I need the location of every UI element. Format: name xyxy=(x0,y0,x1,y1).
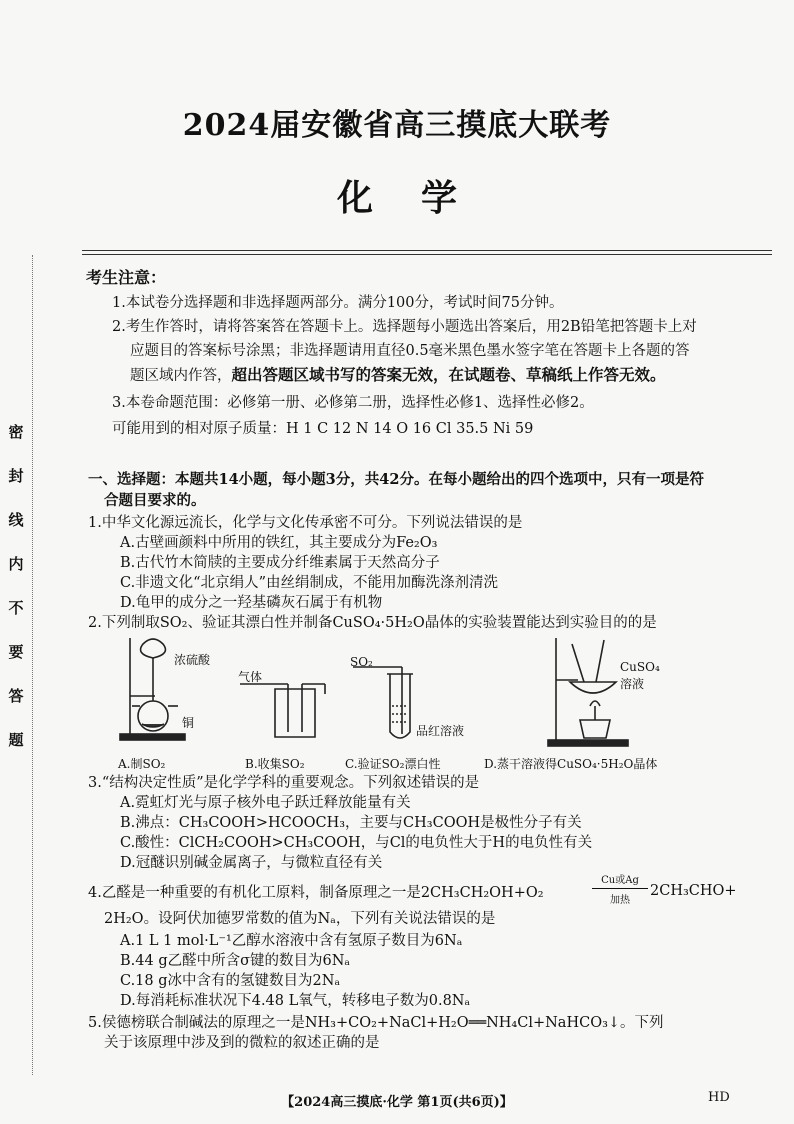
notice-heading: 考生注意： xyxy=(86,268,167,287)
label-gas: 气体 xyxy=(238,670,263,684)
q4-stem-cont: 2H₂O。设阿伏加德罗常数的值为Nₐ，下列有关说法错误的是 xyxy=(104,911,496,927)
notice-item-3: 3.本卷命题范围：必修第一册、必修第二册，选择性必修1、选择性必修2。 xyxy=(112,395,594,411)
q1-option-b: B.古代竹木简牍的主要成分纤维素属于天然高分子 xyxy=(120,555,440,571)
seal-char: 封 xyxy=(8,467,24,485)
apparatus-a-base xyxy=(120,734,185,740)
caption-d: D.蒸干溶液得CuSO₄·5H₂O晶体 xyxy=(484,757,658,771)
q3-option-d: D.冠醚识别碱金属离子，与微粒直径有关 xyxy=(120,855,383,871)
q1-option-d: D.龟甲的成分之一羟基磷灰石属于有机物 xyxy=(120,595,383,611)
q4-arrow-top: Cu或Ag xyxy=(601,875,639,886)
caption-a: A.制SO₂ xyxy=(118,757,166,771)
seal-char: 要 xyxy=(8,643,24,661)
q4-reaction-arrow xyxy=(592,888,648,889)
notice-item-2-cont2 xyxy=(130,364,666,387)
q5-stem-cont: 关于该原理中涉及到的微粒的叙述正确的是 xyxy=(104,1035,380,1051)
caption-b: B.收集SO₂ xyxy=(245,757,305,771)
q4-arrow-bottom: 加热 xyxy=(610,895,630,906)
notice-item-2: 2.考生作答时，请将答案答在答题卡上。选择题每小题选出答案后，用2B铅笔把答题卡上对 xyxy=(112,319,697,335)
apparatus-d-dish xyxy=(570,682,616,693)
apparatus-b-bottle xyxy=(275,689,315,737)
subject-title: 化学 xyxy=(336,177,505,219)
q5-stem: 5.侯德榜联合制碱法的原理之一是NH₃+CO₂+NaCl+H₂O══NH₄Cl+NaHCO₃↓。下列 xyxy=(88,1015,664,1031)
label-so2: SO₂ xyxy=(350,655,373,669)
q4-option-b: B.44 g乙醛中所含σ键的数目为6Nₐ xyxy=(120,953,351,969)
exam-title: 2024届安徽省高三摸底大联考 xyxy=(182,108,612,143)
seal-char: 不 xyxy=(8,599,24,617)
apparatus-a-funnel xyxy=(141,639,166,658)
footer-code: HD xyxy=(708,1090,730,1105)
caption-c: C.验证SO₂漂白性 xyxy=(345,757,441,771)
notice-item-2-cont: 应题目的答案标号涂黑；非选择题请用直径0.5毫米黑色墨水签字笔在答题卡上各题的答 xyxy=(130,343,690,359)
q3-stem: 3.“结构决定性质”是化学学科的重要观念。下列叙述错误的是 xyxy=(88,775,480,791)
apparatus-d-burner xyxy=(580,720,610,738)
notice-item-1: 1.本试卷分选择题和非选择题两部分。满分100分，考试时间75分钟。 xyxy=(112,295,564,311)
q3-option-b: B.沸点：CH₃COOH>HCOOCH₃，主要与CH₃COOH是极性分子有关 xyxy=(120,815,582,831)
header-rule-top xyxy=(82,250,772,251)
q1-stem: 1.中华文化源远流长，化学与文化传承密不可分。下列说法错误的是 xyxy=(88,515,523,531)
q4-option-a: A.1 L 1 mol·L⁻¹乙醇水溶液中含有氢原子数目为6Nₐ xyxy=(120,933,463,949)
notice-item-2-plain: 题区域内作答， xyxy=(130,368,232,384)
seal-text xyxy=(2,410,30,762)
seal-char: 密 xyxy=(8,423,24,441)
q4-stem-post: 2CH₃CHO+ xyxy=(650,883,737,899)
q3-option-c: C.酸性：ClCH₂COOH>CH₃COOH，与Cl的电负性大于H的电负性有关 xyxy=(120,835,593,851)
q4-stem-pre: 4.乙醛是一种重要的有机化工原料，制备原理之一是2CH₃CH₂OH+O₂ xyxy=(88,885,544,901)
q1-option-a: A.古壁画颜料中所用的铁红，其主要成分为Fe₂O₃ xyxy=(120,535,438,551)
seal-char: 内 xyxy=(8,555,24,573)
q4-option-d: D.每消耗标准状况下4.48 L氧气，转移电子数为0.8Nₐ xyxy=(120,993,471,1009)
seal-char: 线 xyxy=(8,511,24,529)
section-heading-cont: 合题目要求的。 xyxy=(104,492,206,509)
seal-char: 题 xyxy=(8,731,24,749)
notice-item-2-bold: 超出答题区域书写的答案无效，在试题卷、草稿纸上作答无效。 xyxy=(231,365,666,384)
atomic-mass-line: 可能用到的相对原子质量：H 1 C 12 N 14 O 16 Cl 35.5 Ni 59 xyxy=(112,421,534,437)
apparatus-d-base xyxy=(548,740,628,746)
q4-option-c: C.18 g冰中含有的氢键数目为2Nₐ xyxy=(120,973,341,989)
header-rule-bottom xyxy=(82,254,772,255)
q3-option-a: A.霓虹灯光与原子核外电子跃迁释放能量有关 xyxy=(120,795,411,811)
label-solution: 溶液 xyxy=(620,677,645,691)
q2-stem: 2.下列制取SO₂、验证其漂白性并制备CuSO₄·5H₂O晶体的实验装置能达到实验目的的是 xyxy=(88,615,657,631)
section-heading: 一、选择题：本题共14小题，每小题3分，共42分。在每小题给出的四个选项中，只有一项是符 xyxy=(88,471,704,488)
q1-option-c: C.非遗文化“北京绢人”由丝绢制成，不能用加酶洗涤剂清洗 xyxy=(120,575,499,591)
seal-dotted-line xyxy=(32,255,35,1075)
page-footer: 【2024高三摸底·化学 第1页(共6页)】 xyxy=(281,1095,513,1110)
label-conc-acid: 浓硫酸 xyxy=(174,653,211,667)
label-pinred: 品红溶液 xyxy=(416,724,465,738)
seal-char: 答 xyxy=(8,687,24,705)
label-copper: 铜 xyxy=(182,716,195,730)
label-cuso4: CuSO₄ xyxy=(620,660,660,674)
